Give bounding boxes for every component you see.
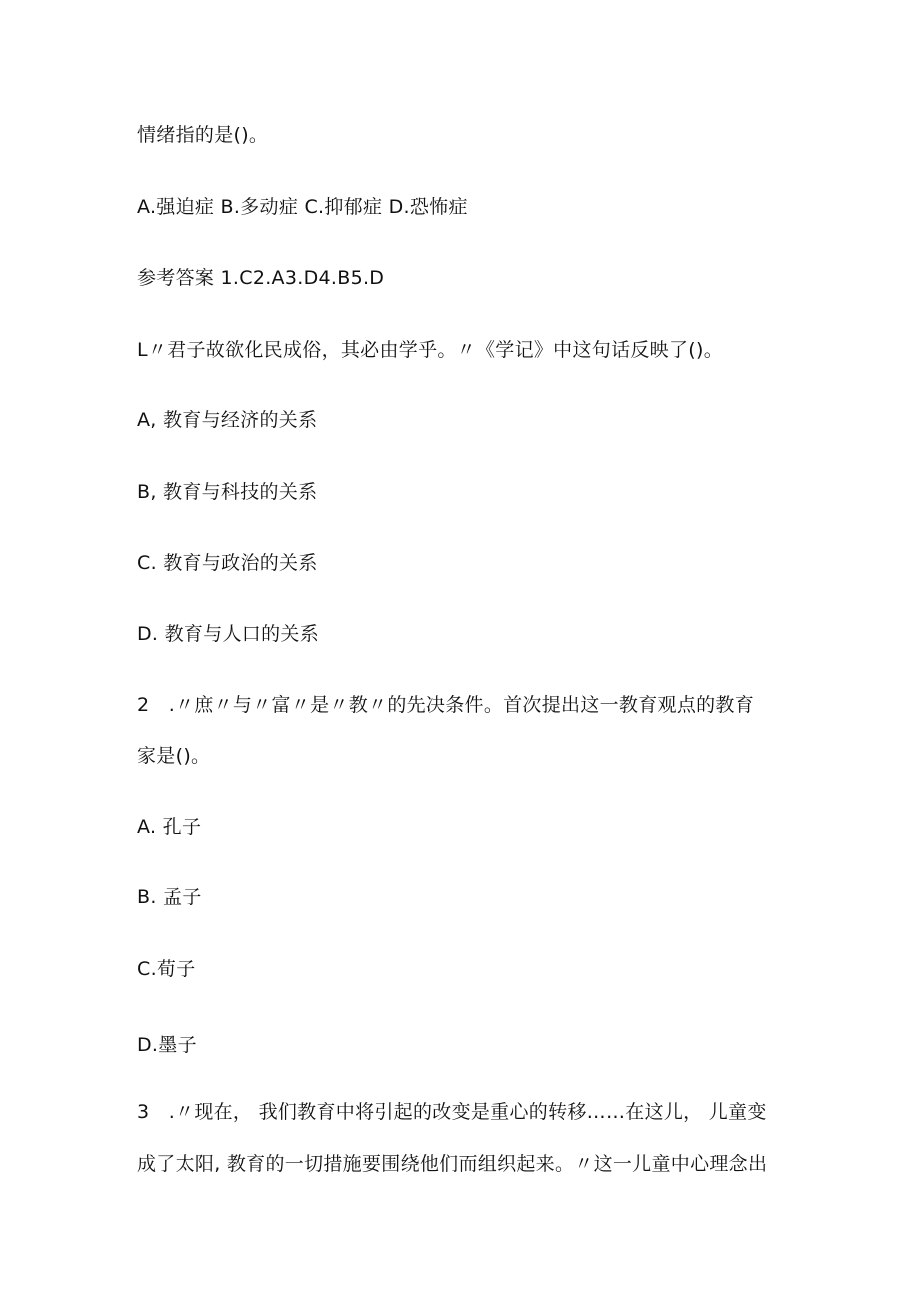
question-1-stem: L〃君子故欲化民成俗，其必由学乎。〃《学记》中这句话反映了()。 xyxy=(137,339,724,361)
question-1-option-a: A, 教育与经济的关系 xyxy=(137,409,318,431)
question-2-option-d: D.墨子 xyxy=(137,1034,197,1056)
question-3-stem-continuation: 成了太阳, 教育的一切措施要围绕他们而组织起来。〃这一儿童中心理念出 xyxy=(137,1153,768,1175)
question-1-option-d: D. 教育与人口的关系 xyxy=(137,623,320,645)
question-1-option-c: C. 教育与政治的关系 xyxy=(137,552,318,574)
question-2-option-b: B. 孟子 xyxy=(137,886,202,908)
question-options: A.强迫症 B.多动症 C.抑郁症 D.恐怖症 xyxy=(137,196,468,218)
question-stem-continuation: 情绪指的是()。 xyxy=(137,124,269,146)
answer-key: 参考答案 1.C2.A3.D4.B5.D xyxy=(137,267,385,289)
question-1-option-b: B, 教育与科技的关系 xyxy=(137,481,318,503)
question-2-option-c: C.荀子 xyxy=(137,958,196,980)
question-2-option-a: A. 孔子 xyxy=(137,816,202,838)
question-2-stem: 2 .〃庶〃与〃富〃是〃教〃的先决条件。首次提出这一教育观点的教育 xyxy=(137,694,755,716)
question-2-stem-continuation: 家是()。 xyxy=(137,745,211,767)
question-3-stem: 3 .〃现在， 我们教育中将引起的改变是重心的转移……在这儿， 儿童变 xyxy=(137,1101,767,1123)
